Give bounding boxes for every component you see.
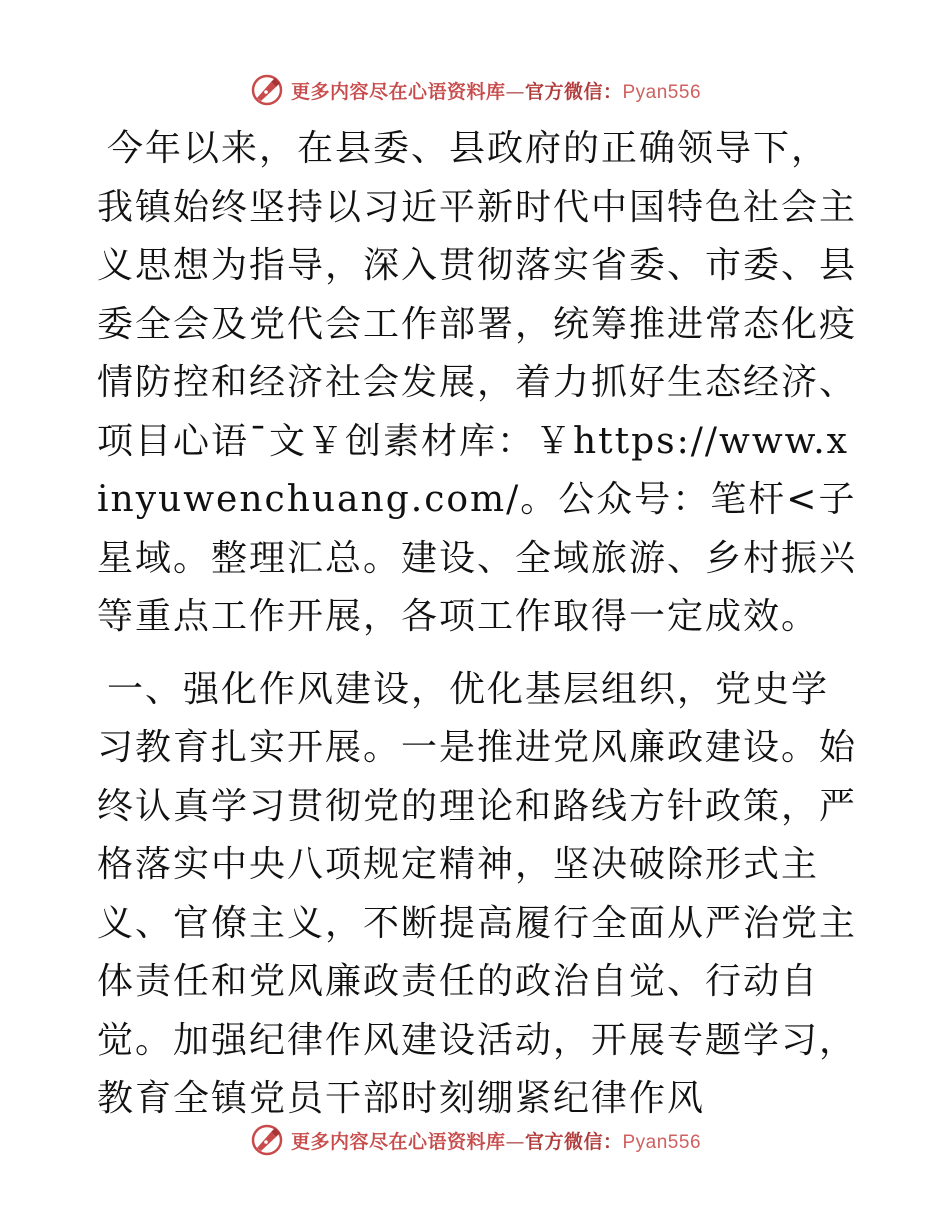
watermark-separator: — <box>505 80 525 103</box>
paragraph-intro: 今年以来，在县委、县政府的正确领导下，我镇始终坚持以习近平新时代中国特色社会主义思想为指导，深入贯彻落实省委、市委、县委全会及党代会工作部署，统筹推进常态化疫情防控和经济社会发展，着力抓好生态经济、项目心语¯文￥创素材库：￥https://www.xinyuwenchuang.com/。公众号：笔杆<子星域。整理汇总。建设、全域旅游、乡村振兴等重点工作开展，各项工作取得一定成效。 <box>97 128 858 637</box>
header-watermark <box>0 70 950 110</box>
watermark-main: 更多内容尽在心语资料库 <box>290 1130 506 1153</box>
document-body <box>97 120 857 1129</box>
pen-nib-logo-icon <box>249 1122 285 1158</box>
footer-watermark <box>0 1120 950 1160</box>
watermark-id: Pyan556 <box>622 81 702 103</box>
pen-nib-logo-icon <box>249 72 285 108</box>
watermark-label: 官方微信： <box>524 1130 623 1153</box>
watermark-separator: — <box>505 1130 525 1153</box>
paragraph-section-one: 一、强化作风建设，优化基层组织，党史学习教育扎实开展。一是推进党风廉政建设。始终认真学习贯彻党的理论和路线方针政策，严格落实中央八项规定精神，坚决破除形式主义、官僚主义，不断提高履行全面从严治党主体责任和党风廉政责任的政治自觉、行动自觉。加强纪律作风建设活动，开展专题学习，教育全镇党员干部时刻绷紧纪律作风 <box>97 668 858 1119</box>
watermark-text <box>291 77 701 104</box>
watermark-label: 官方微信： <box>524 80 623 103</box>
watermark-main: 更多内容尽在心语资料库 <box>290 80 506 103</box>
watermark-text <box>291 1127 701 1154</box>
watermark-id: Pyan556 <box>622 1131 702 1153</box>
